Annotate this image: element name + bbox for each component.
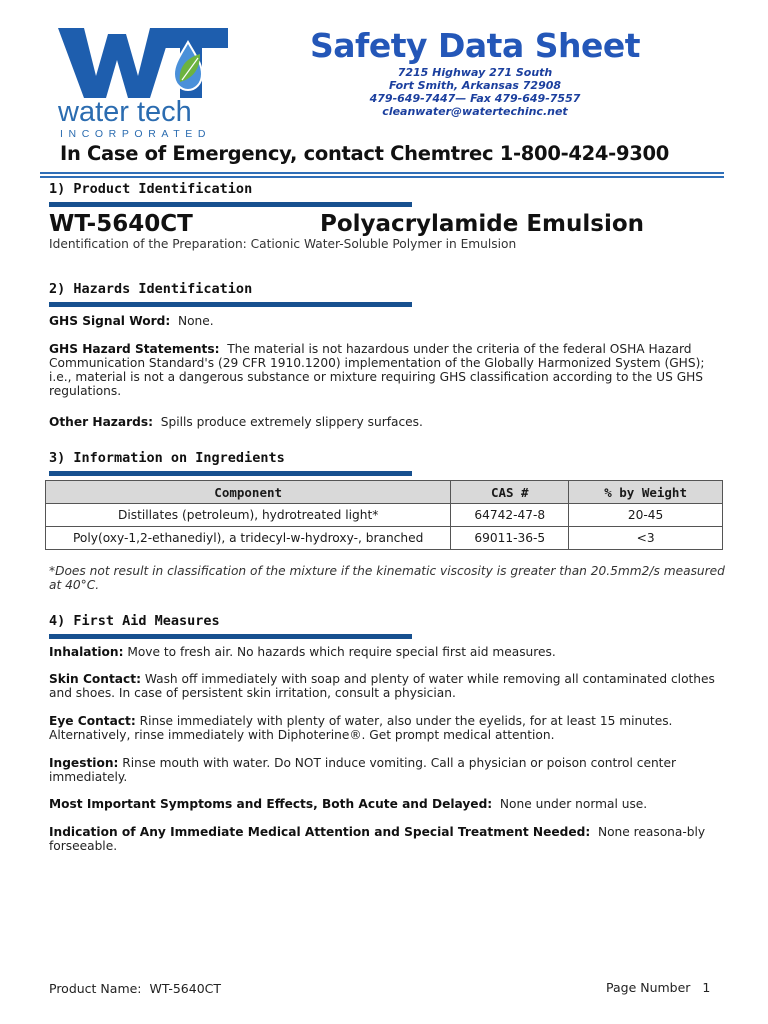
cell-component: Distillates (petroleum), hydrotreated light* <box>46 504 451 527</box>
ingredients-footnote: *Does not result in classification of the mixture if the kinematic viscosity is greater than 20.5mm2/s measured at 40°C. <box>49 564 725 592</box>
water-tech-logo <box>52 20 242 140</box>
section-3-heading: 3) Information on Ingredients <box>49 450 285 466</box>
first-aid-skin <box>49 672 719 700</box>
column-header-cas: CAS # <box>451 481 569 504</box>
ingredients-table <box>45 480 723 550</box>
cell-weight: <3 <box>569 527 723 550</box>
cell-weight: 20-45 <box>569 504 723 527</box>
inhalation-value: Move to fresh air. No hazards which require special first aid measures. <box>127 645 556 659</box>
symptoms-label: Most Important Symptoms and Effects, Both Acute and Delayed: <box>49 797 493 811</box>
ghs-statements-value: The material is not hazardous under the criteria of the federal OSHA Hazard Communication Standard's (29 CFR 1910.1200) implementation of the Globally Harmonized System (GHS); i.e., material is not a dangerous substance or mixture requiring GHS classification according to the US GHS regulations. <box>49 342 705 398</box>
product-name: Polyacrylamide Emulsion <box>320 211 645 237</box>
table-header-row <box>46 481 723 504</box>
preparation-identification: Identification of the Preparation: Cationic Water-Soluble Polymer in Emulsion <box>49 237 517 251</box>
ghs-statements-label: GHS Hazard Statements: <box>49 342 220 356</box>
header-rule-bottom <box>40 176 724 178</box>
address-line-1: 7215 Highway 271 South <box>397 66 553 79</box>
logo-sub-text: INCORPORATED <box>60 128 212 140</box>
section-1-heading: 1) Product Identification <box>49 181 253 197</box>
email-link[interactable]: cleanwater@watertechinc.net <box>382 105 568 118</box>
footer-product-value: WT-5640CT <box>149 981 222 996</box>
inhalation-label: Inhalation: <box>49 645 124 659</box>
footer-product-name <box>49 981 221 996</box>
first-aid-attention <box>49 825 719 853</box>
ghs-hazard-statements <box>49 342 719 398</box>
attention-value: None reasona-bly forseeable. <box>49 825 706 853</box>
address-line-2: Fort Smith, Arkansas 72908 <box>388 79 562 92</box>
ingestion-label: Ingestion: <box>49 756 119 770</box>
other-hazards-label: Other Hazards: <box>49 415 153 429</box>
section-3-bar <box>49 471 412 476</box>
section-4-heading: 4) First Aid Measures <box>49 613 220 629</box>
footer-page-value: 1 <box>702 980 711 995</box>
cell-cas: 69011-36-5 <box>451 527 569 550</box>
eye-label: Eye Contact: <box>49 714 136 728</box>
skin-value: Wash off immediately with soap and plenty of water while removing all contaminated clothes and shoes. In case of persistent skin irritation, consult a physician. <box>49 672 715 700</box>
emergency-contact: In Case of Emergency, contact Chemtrec 1-800-424-9300 <box>60 142 670 165</box>
cell-component: Poly(oxy-1,2-ethanediyl), a tridecyl-w-hydroxy-, branched <box>46 527 451 550</box>
table-row <box>46 504 723 527</box>
first-aid-symptoms <box>49 797 719 811</box>
document-title: Safety Data Sheet <box>309 26 641 65</box>
product-code: WT-5640CT <box>49 211 193 237</box>
first-aid-inhalation <box>49 645 719 659</box>
other-hazards <box>49 415 719 429</box>
footer-page-label: Page Number <box>606 980 691 995</box>
first-aid-eye <box>49 714 719 742</box>
logo-name-text: water tech <box>58 96 192 128</box>
other-hazards-value: Spills produce extremely slippery surfaces. <box>160 415 423 429</box>
logo-w-shape <box>58 28 172 98</box>
attention-label: Indication of Any Immediate Medical Attention and Special Treatment Needed: <box>49 825 591 839</box>
footer-product-label: Product Name: <box>49 981 142 996</box>
table-row <box>46 527 723 550</box>
ghs-signal-label: GHS Signal Word: <box>49 314 171 328</box>
section-1-bar <box>49 202 412 207</box>
symptoms-value: None under normal use. <box>499 797 648 811</box>
section-2-bar <box>49 302 412 307</box>
section-4-bar <box>49 634 412 639</box>
first-aid-ingestion <box>49 756 719 784</box>
cell-cas: 64742-47-8 <box>451 504 569 527</box>
ghs-signal-value: None. <box>177 314 214 328</box>
phone-fax-line: 479-649-7447— Fax 479-649-7557 <box>369 92 581 105</box>
skin-label: Skin Contact: <box>49 672 141 686</box>
eye-value: Rinse immediately with plenty of water, also under the eyelids, for at least 15 minutes. Alternatively, rinse immediately with Diphoterine®. Get prompt medical attention. <box>49 714 673 742</box>
column-header-component: Component <box>46 481 451 504</box>
ghs-signal-word <box>49 314 719 328</box>
column-header-weight: % by Weight <box>569 481 723 504</box>
footer-page-number <box>606 980 710 995</box>
section-2-heading: 2) Hazards Identification <box>49 281 253 297</box>
ingestion-value: Rinse mouth with water. Do NOT induce vomiting. Call a physician or poison control center immediately. <box>49 756 676 784</box>
header-rule-top <box>40 172 724 174</box>
